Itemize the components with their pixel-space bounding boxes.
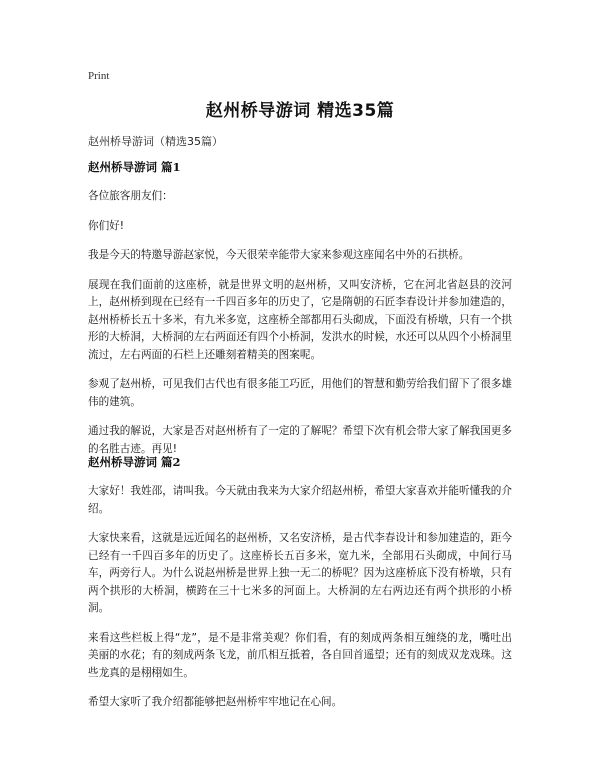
section-heading: 赵州桥导游词 篇2	[88, 455, 181, 469]
document-title: 赵州桥导游词 精选35篇	[205, 101, 395, 121]
paragraph: 我是今天的特邀导游赵家悦，今天很荣幸能带大家来参观这座闻名中外的石拱桥。	[88, 249, 470, 261]
paragraph: 来看这些栏板上得“龙”，是不是非常美观？你们看，有的刻成两条相互缠绕的龙，嘴吐出美丽的水花；有的刻成两条飞龙，前爪相互抵着，各自回首遥望；还有的刻成双龙戏珠。这些龙真的是栩栩如生。	[88, 631, 512, 679]
paragraph: 参观了赵州桥，可见我们古代也有很多能工巧匠，用他们的智慧和勤劳给我们留下了很多雄伟的建筑。	[88, 378, 512, 408]
document-subtitle: 赵州桥导游词（精选35篇）	[88, 135, 223, 148]
section-1	[88, 159, 512, 470]
paragraph: 各位旅客朋友们：	[88, 190, 173, 202]
print-label[interactable]: Print	[88, 70, 110, 82]
section-heading: 赵州桥导游词 篇1	[88, 160, 181, 174]
paragraph: 展现在我们面前的这座桥，就是世界文明的赵州桥，又叫安济桥，它在河北省赵县的洨河上，赵州桥到现在已经有一千四百多年的历史了，它是隋朝的石匠李春设计并参加建造的，赵州桥桥长五十多米，有九米多宽，这座桥全部都用石头砌成，下面没有桥墩，只有一个拱形的大桥洞，大桥洞的左右两面还有四个小桥洞，发洪水的时候，水还可以从四个小桥洞里流过，左右两面的石栏上还雕刻着精美的图案呢。	[88, 278, 512, 361]
paragraph: 希望大家听了我介绍都能够把赵州桥牢牢地记在心间。	[88, 696, 343, 708]
paragraph: 你们好!	[88, 219, 125, 232]
paragraph: 大家好！我姓邵，请叫我。今天就由我来为大家介绍赵州桥，希望大家喜欢并能听懂我的介绍。	[88, 485, 512, 515]
section-2	[88, 454, 512, 724]
paragraph: 大家快来看，这就是远近闻名的赵州桥，又名安济桥，是古代李春设计和参加建造的，距今已经有一千四百多年的历史了。这座桥长五百多米，宽九米，全部用石头砌成，中间行马车，两旁行人。为什么说赵州桥是世界上独一无二的桥呢？因为这座桥底下没有桥墩，只有两个拱形的大桥洞，横跨在三十七米多的河面上。大桥洞的左右两边还有两个拱形的小桥洞。	[88, 532, 512, 614]
paragraph: 通过我的解说，大家是否对赵州桥有了一定的了解呢？希望下次有机会带大家了解我国更多的名胜古迹。再见!	[88, 425, 512, 455]
